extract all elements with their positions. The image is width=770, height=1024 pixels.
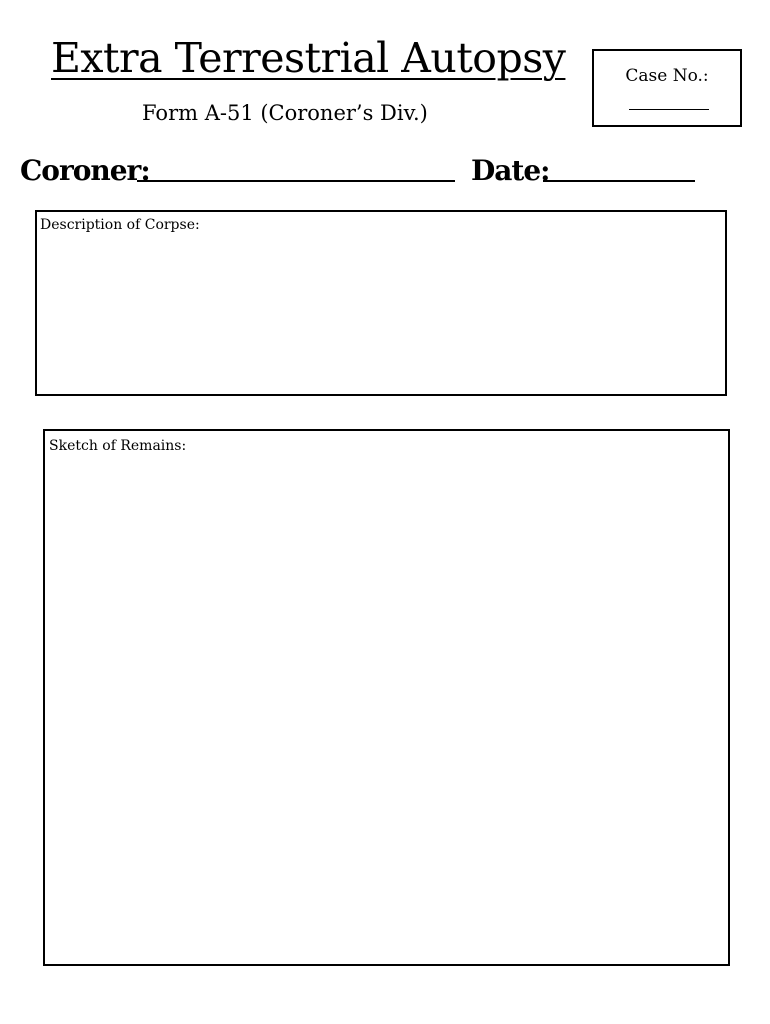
case-number-box: [592, 49, 742, 127]
date-field[interactable]: [543, 180, 695, 182]
form-subtitle: Form A-51 (Coroner’s Div.): [142, 101, 428, 125]
case-number-field[interactable]: [629, 109, 709, 110]
sketch-label: Sketch of Remains:: [49, 438, 187, 454]
form-title: Extra Terrestrial Autopsy: [51, 34, 566, 82]
coroner-label: Coroner:: [20, 154, 150, 187]
description-box[interactable]: [35, 210, 727, 396]
description-label: Description of Corpse:: [40, 217, 200, 233]
coroner-field[interactable]: [137, 180, 455, 182]
case-number-label: Case No.:: [625, 66, 709, 86]
date-label: Date:: [471, 154, 550, 187]
sketch-box[interactable]: [43, 429, 730, 966]
